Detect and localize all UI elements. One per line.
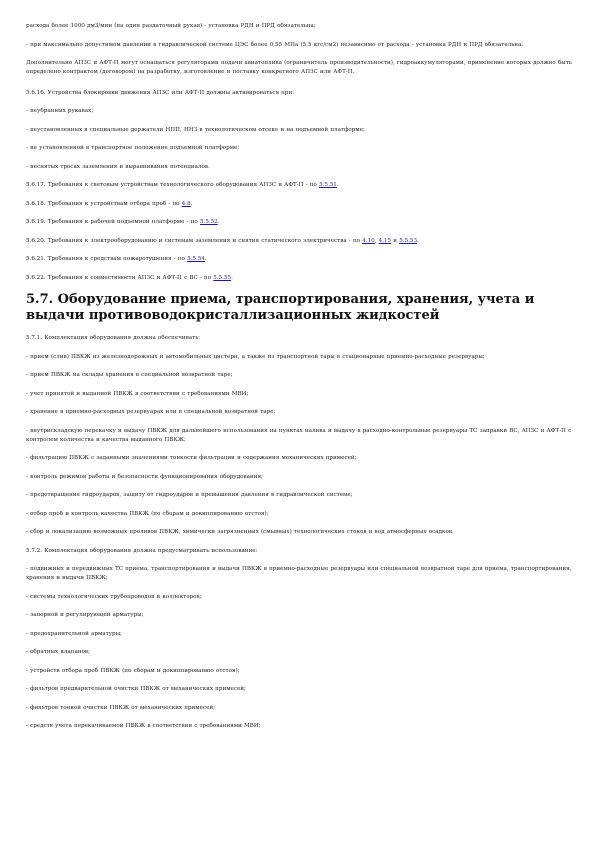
clause-end: .: [217, 219, 220, 225]
clause-text: 5.6.19. Требования к рабочей подъемной платформе - по: [26, 219, 200, 225]
list-item: - учет принятой и выданной ПВКЖ в соответствии с требованиями МВИ;: [26, 390, 249, 397]
clause-5-7-1-head: 5.7.1. Комплектация оборудования должна обеспечивать:: [26, 335, 201, 341]
list-item: - фильтров предварительной очистки ПВКЖ от механических примесей;: [26, 686, 246, 692]
list-item: - системы технологических трубопроводов и коллекторов;: [26, 593, 202, 600]
list-item: - фильтрацию ПВКЖ с заданными значениями тонкости фильтрации и содержания механических примесей;: [26, 455, 357, 461]
list-item: - контроль режимов работы и безопасности функционирования оборудования;: [26, 473, 263, 480]
list-item: - неснятых тросах заземления и выравнивания потенциалов.: [26, 163, 210, 170]
section-heading-5-7: 5.7. Оборудование приема, транспортирования, хранения, учета и выдачи противоводокристаллизационных жидкостей: [26, 292, 535, 323]
clause-link[interactable]: 5.5.51: [319, 182, 337, 188]
paragraph: Дополнительно АПЗС и АФТ-П могут оснащаться регуляторами подачи авиатоплива (ограничитель производительности), гидроаккумуляторами, применение которых должно быть определено контрактом (договором) на разработку, изготовление и поставку конкретного АПЗС или АФТ-П.: [26, 60, 572, 75]
list-item: - отбор проб и контроль качества ПВКЖ (по сборам и докиппированию отстоя);: [26, 510, 269, 517]
clause-end: .: [417, 237, 419, 244]
reference-clause: [26, 255, 572, 264]
clause-5-7-2-head: 5.7.2. Комплектация оборудования должна предусматривать использование:: [26, 547, 258, 554]
list-item: - неубранных рукавах;: [26, 108, 94, 114]
list-item: - обратных клапанов;: [26, 649, 90, 655]
paragraph: - при максимально допустимом давлении в гидравлической системе ЦЭС более 0,55 МПа (5,5 кгс/см2) независимо от расхода - установка РДН и ПРД обязательна.: [26, 41, 524, 48]
clause-text: 5.6.17. Требования к световым устройствам технологического оборудования АПЗС и АФТ-П - по: [26, 182, 320, 188]
clause-references: [26, 181, 572, 283]
clause-link[interactable]: 4.15: [378, 237, 392, 244]
reference-clause: [26, 181, 572, 190]
list-item: - сбор и локализацию возможных проливов ПВКЖ, химически загрязненных (смывных) технологических стоков и вод атмосферных осадков.: [26, 529, 454, 535]
paragraph: расхода более 1000 дм3/мин (на один раздаточный рукав) - установка РДН и ПРД обязательна;: [26, 23, 316, 29]
list-item: - прием (слив) ПВКЖ из железнодорожных и автомобильных цистерн, а также из транспортной тары в стационарные приемно-расходные резервуары;: [26, 353, 485, 360]
clause-end: .: [336, 182, 339, 188]
separator: и: [391, 237, 400, 244]
clause-text: 5.6.18. Требования к устройствам отбора проб - по: [26, 200, 182, 207]
clause-end: .: [190, 200, 193, 207]
clause-end: .: [204, 256, 207, 262]
document-page: [26, 22, 572, 741]
list-item: - не установленной в транспортное положение подъемной платформе;: [26, 145, 240, 151]
clause-text: 5.6.20. Требования к электрооборудованию и системам заземления и снятия статического электричества - по: [26, 237, 363, 244]
clause-link[interactable]: 5.5.55: [213, 274, 232, 281]
clause-link[interactable]: 5.5.52: [199, 219, 218, 225]
reference-clause: [26, 218, 572, 227]
list-item: - внутрискладскую перекачку и выдачу ПВКЖ для дальнейшего использования на пунктах налива и выдачу в расходно-контрольные резервуары ТС заправки ВС, АПЗС и АФТ-П с контролем количества и качества выданного ПВКЖ;: [26, 427, 572, 443]
list-item: - устройств отбора проб ПВКЖ (по сборам и докиппированию отстоя);: [26, 667, 240, 674]
list-item: - фильтров тонкой очистки ПВКЖ от механических примесей;: [26, 704, 216, 711]
clause-5-6-16-head: 5.6.16. Устройства блокировки движения АПЗС или АФТ-П должны активироваться при:: [26, 89, 295, 96]
clause-text: 5.6.21. Требования к средствам пожаротушения - по: [26, 256, 188, 262]
list-item: - хранение в приемно-расходных резервуарах или в специальной возвратной таре;: [26, 409, 276, 415]
clause-end: .: [231, 274, 233, 281]
clause-link[interactable]: 4.8: [181, 200, 191, 207]
reference-clause: [26, 200, 572, 209]
list-item: - подвижных и передвижных ТС приема, транспортирования и выдачи ПВКЖ в приемно-расходные резервуары или специальной возвратной таре для приема, транспортирования, хранения и выдачи ПВКЖ;: [26, 566, 572, 581]
clause-link[interactable]: 5.5.54: [187, 256, 205, 262]
list-item: - прием ПВКЖ на склады хранения в специальной возвратной таре;: [26, 372, 233, 378]
clause-text: 5.6.22. Требования к совместимости АПЗС и АФТ-П с ВС - по: [26, 274, 214, 281]
clause-link[interactable]: 5.5.53: [399, 237, 418, 244]
list-item: - средств учета перекачиваемой ПВКЖ в соответствии с требованиями МВИ;: [26, 723, 261, 729]
list-item: - неустановленных в специальные держатели НПП, ННЗ в технологическом отсеке и на подъемной платформе;: [26, 126, 365, 133]
separator: ,: [374, 237, 379, 244]
reference-clause: [26, 274, 572, 283]
list-item: - запорной и регулирующей арматуры;: [26, 612, 144, 618]
list-item: - предотвращение гидроударов, защиту от гидроударов и превышения давления в гидравлической системе;: [26, 492, 353, 498]
reference-clause: [26, 237, 572, 246]
clause-link[interactable]: 4.10: [362, 237, 375, 244]
list-item: - предохранительной арматуры;: [26, 630, 122, 637]
